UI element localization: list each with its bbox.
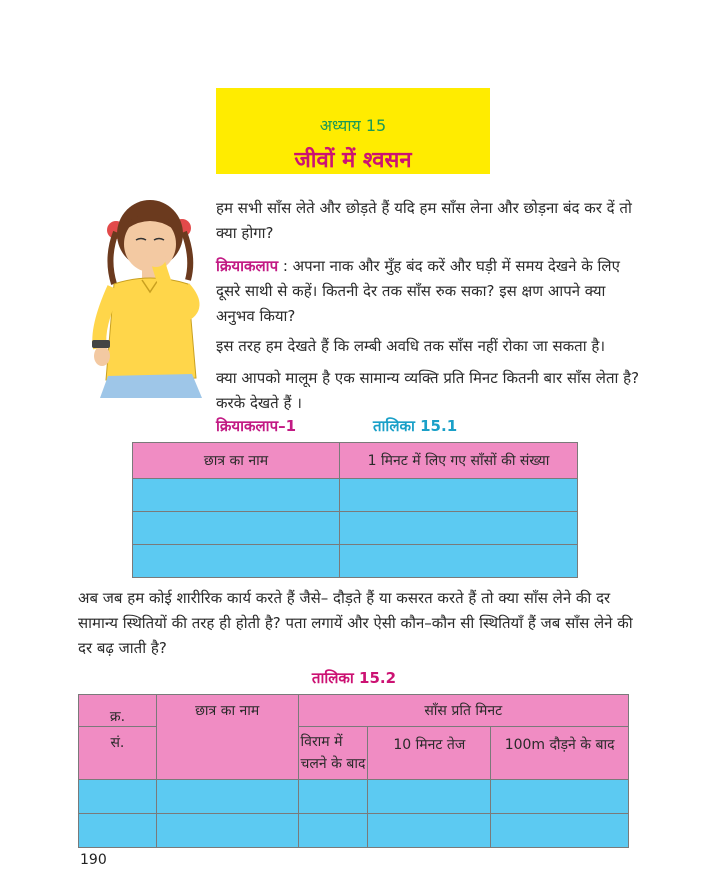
table1-header-count: 1 मिनट में लिए गए साँसों की संख्या: [340, 443, 578, 479]
table-cell: [156, 780, 298, 814]
table-row: [133, 512, 578, 545]
table-cell: [133, 512, 340, 545]
table-cell: [491, 780, 629, 814]
paragraph-4: अब जब हम कोई शारीरिक कार्य करते हैं जैसे– दौड़ते हैं या कसरत करते हैं तो क्या साँस लेने की दर सामान्य स्थितियों की तरह ही होती है? पता लगायें और ऐसी कौन–कौन सी स्थितियाँ हैं जब साँस लेने की दर बढ़ जाती है?: [78, 589, 633, 657]
table-15-2: [78, 694, 629, 848]
table1-header-row: [133, 443, 578, 479]
table-row: [133, 545, 578, 578]
table-cell: [340, 512, 578, 545]
table-cell: [298, 780, 368, 814]
table1-header-name: छात्र का नाम: [133, 443, 340, 479]
table2-header-run: 100m दौड़ने के बाद: [491, 727, 629, 780]
table-cell: [133, 545, 340, 578]
table-cell: [79, 814, 157, 848]
table-row: [79, 814, 629, 848]
table-cell: [368, 814, 491, 848]
activity-paragraph: [216, 254, 646, 329]
table-cell: [79, 780, 157, 814]
paragraph-2: इस तरह हम देखते हैं कि लम्बी अवधि तक साँस नहीं रोका जा सकता है।: [216, 337, 606, 355]
table2-header-walk: 10 मिनट तेज: [368, 727, 491, 780]
page-number: 190: [80, 852, 107, 868]
activity-text: : अपना नाक और मुँह बंद करें और घड़ी में समय देखने के लिए दूसरे साथी से कहें। कितनी देर तक साँस रुक सका? इस क्षण आपने क्या अनुभव किया?: [216, 257, 620, 325]
table2-header-breaths: साँस प्रति मिनट: [298, 695, 628, 727]
table-cell: [298, 814, 368, 848]
chapter-number: अध्याय 15: [319, 116, 387, 135]
chapter-heading-box: [216, 88, 490, 174]
paragraph-3: क्या आपको मालूम है एक सामान्य व्यक्ति प्रति मिनट कितनी बार साँस लेता है? करके देखते हैं ।: [216, 369, 640, 412]
table-row: [79, 780, 629, 814]
table-cell: [133, 479, 340, 512]
chapter-title: जीवों में श्वसन: [294, 148, 412, 173]
table-cell: [156, 814, 298, 848]
table-cell: [491, 814, 629, 848]
table2-header-name: छात्र का नाम: [156, 695, 298, 780]
activity-heading: क्रियाकलाप–1: [216, 417, 297, 435]
table1-title: तालिका 15.1: [373, 417, 458, 435]
table-15-1: [132, 442, 578, 578]
table-cell: [340, 545, 578, 578]
table2-header-sn: सं.: [79, 727, 157, 780]
table2-header-kr: क्र.: [79, 695, 157, 727]
table-cell: [340, 479, 578, 512]
table2-title: तालिका 15.2: [311, 669, 397, 687]
girl-holding-nose-illustration: [84, 188, 214, 398]
activity-label: क्रियाकलाप: [216, 257, 279, 275]
table2-header-row-1: [79, 695, 629, 727]
table2-header-rest: विराम में चलने के बाद: [298, 727, 368, 780]
table-row: [133, 479, 578, 512]
intro-paragraph: हम सभी साँस लेते और छोड़ते हैं यदि हम साँस लेना और छोड़ना बंद कर दें तो क्या होगा?: [216, 199, 632, 242]
table-cell: [368, 780, 491, 814]
